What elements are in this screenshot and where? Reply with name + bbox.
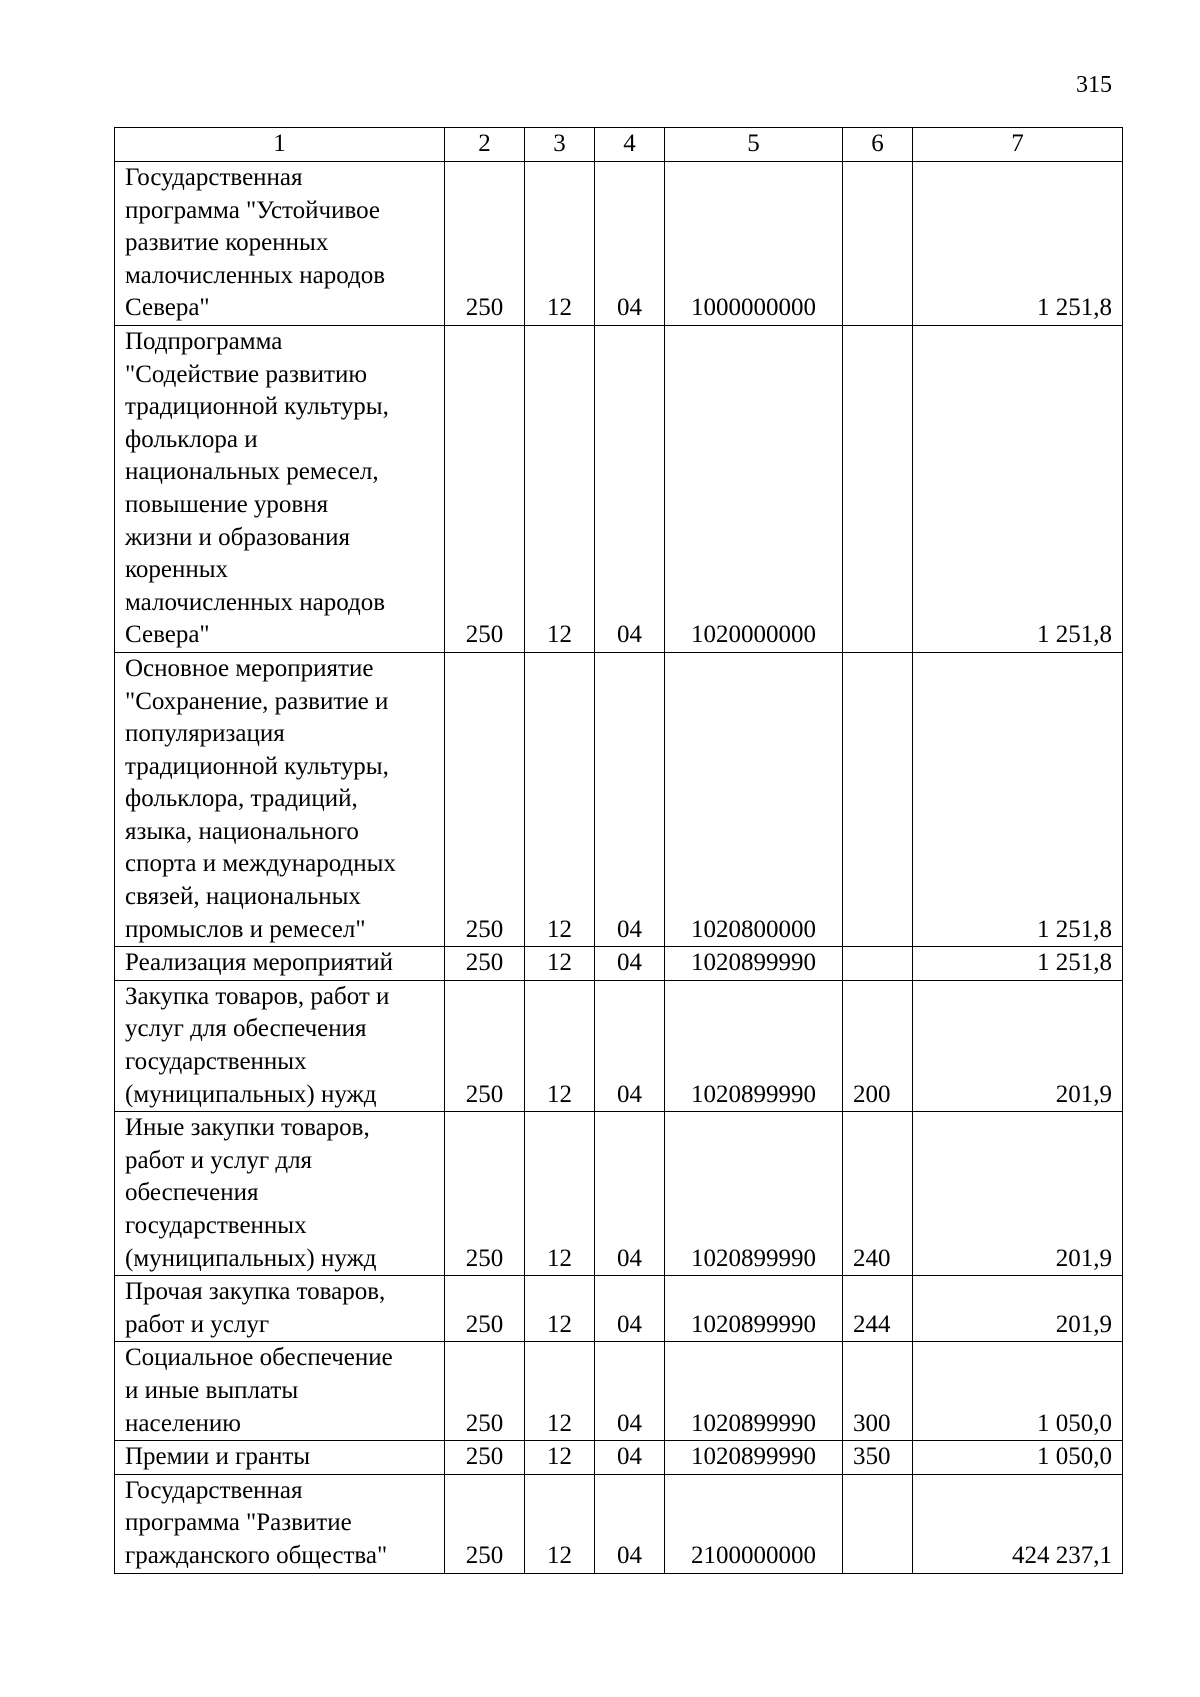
cell-target-article: 1020800000 (665, 652, 843, 946)
cell-amount: 1 050,0 (913, 1441, 1123, 1475)
row-name-line: гражданского общества" (125, 1541, 388, 1569)
row-name-line: традиционной культуры, (125, 752, 389, 780)
cell-admin-code: 250 (445, 1441, 525, 1475)
cell-expense-type: 200 (843, 980, 913, 1111)
row-name-line: языка, национального (125, 817, 359, 845)
row-name-line: фольклора и (125, 425, 258, 453)
cell-expense-type: 240 (843, 1112, 913, 1276)
cell-subsection: 04 (595, 1342, 665, 1441)
cell-subsection: 04 (595, 162, 665, 326)
cell-section: 12 (525, 1342, 595, 1441)
cell-admin-code: 250 (445, 1276, 525, 1342)
row-name-line: повышение уровня (125, 490, 329, 518)
column-header-4: 4 (595, 128, 665, 162)
row-name-line: государственных (125, 1212, 307, 1239)
column-header-5: 5 (665, 128, 843, 162)
row-name-line: работ и услуг для (125, 1146, 313, 1174)
cell-subsection: 04 (595, 1474, 665, 1573)
column-header-3: 3 (525, 128, 595, 162)
cell-subsection: 04 (595, 1441, 665, 1475)
table-row (115, 1276, 1123, 1342)
cell-target-article: 1020899990 (665, 1342, 843, 1441)
table-row (115, 652, 1123, 946)
cell-admin-code: 250 (445, 1112, 525, 1276)
row-name-line: Социальное обеспечение (125, 1344, 393, 1372)
cell-admin-code: 250 (445, 1474, 525, 1573)
column-header-6: 6 (843, 128, 913, 162)
cell-target-article: 1020899990 (665, 980, 843, 1111)
row-name-line: промыслов и ремесел" (125, 915, 366, 943)
cell-target-article: 1020899990 (665, 1112, 843, 1276)
row-name-line: коренных (125, 556, 229, 584)
row-name-line: программа "Устойчивое (125, 196, 381, 224)
cell-section: 12 (525, 980, 595, 1111)
cell-expense-type (843, 325, 913, 652)
cell-amount: 1 251,8 (913, 325, 1123, 652)
row-name-line: развитие коренных (125, 229, 329, 257)
cell-section: 12 (525, 947, 595, 981)
cell-subsection: 04 (595, 325, 665, 652)
row-name (115, 162, 445, 326)
cell-target-article: 1020899990 (665, 947, 843, 981)
table-row (115, 162, 1123, 326)
cell-expense-type (843, 947, 913, 981)
cell-amount: 201,9 (913, 1112, 1123, 1276)
row-name (115, 1342, 445, 1441)
cell-subsection: 04 (595, 652, 665, 946)
cell-admin-code: 250 (445, 652, 525, 946)
cell-section: 12 (525, 162, 595, 326)
row-name-line: государственных (125, 1048, 307, 1076)
row-name-line: обеспечения (125, 1179, 259, 1207)
table-row (115, 1441, 1123, 1475)
cell-section: 12 (525, 325, 595, 652)
cell-amount: 1 251,8 (913, 652, 1123, 946)
row-name (115, 325, 445, 652)
cell-section: 12 (525, 1474, 595, 1573)
row-name-line: традиционной культуры, (125, 393, 389, 421)
row-name-line: "Сохранение, развитие и (125, 687, 389, 715)
row-name (115, 947, 445, 981)
column-header-7: 7 (913, 128, 1123, 162)
row-name-line: жизни и образования (125, 523, 351, 551)
row-name-line: малочисленных народов (125, 588, 385, 616)
column-header-2: 2 (445, 128, 525, 162)
row-name-line: популяризация (125, 720, 285, 748)
row-name (115, 652, 445, 946)
row-name (115, 1474, 445, 1573)
cell-admin-code: 250 (445, 325, 525, 652)
row-name-line: и иные выплаты (125, 1376, 299, 1404)
cell-amount: 201,9 (913, 1276, 1123, 1342)
row-name-line: Государственная (125, 164, 303, 191)
row-name-line: программа "Развитие (125, 1509, 352, 1537)
row-name-line: работ и услуг (125, 1310, 270, 1338)
row-name-line: населению (125, 1409, 241, 1437)
cell-target-article: 1000000000 (665, 162, 843, 326)
cell-target-article: 1020000000 (665, 325, 843, 652)
cell-section: 12 (525, 1112, 595, 1276)
cell-subsection: 04 (595, 947, 665, 981)
cell-expense-type: 300 (843, 1342, 913, 1441)
cell-amount: 1 251,8 (913, 162, 1123, 326)
row-name-line: национальных ремесел, (125, 458, 379, 486)
cell-amount: 424 237,1 (913, 1474, 1123, 1573)
row-name-line: услуг для обеспечения (125, 1015, 367, 1043)
cell-amount: 1 251,8 (913, 947, 1123, 981)
row-name-line: спорта и международных (125, 850, 396, 878)
cell-target-article: 1020899990 (665, 1276, 843, 1342)
cell-subsection: 04 (595, 1276, 665, 1342)
cell-section: 12 (525, 1276, 595, 1342)
cell-expense-type (843, 652, 913, 946)
cell-amount: 1 050,0 (913, 1342, 1123, 1441)
cell-admin-code: 250 (445, 162, 525, 326)
table-row (115, 1342, 1123, 1441)
row-name-line: Закупка товаров, работ и (125, 982, 390, 1010)
cell-target-article: 1020899990 (665, 1441, 843, 1475)
budget-table (114, 127, 1123, 1574)
row-name-line: Подпрограмма (125, 327, 283, 355)
row-name (115, 1441, 445, 1475)
row-name-line: Прочая закупка товаров, (125, 1278, 386, 1306)
row-name-line: Севера" (125, 294, 210, 322)
cell-subsection: 04 (595, 980, 665, 1111)
cell-amount: 201,9 (913, 980, 1123, 1111)
cell-section: 12 (525, 652, 595, 946)
page-number: 315 (1076, 72, 1112, 98)
row-name-line: (муниципальных) нужд (125, 1244, 377, 1272)
cell-target-article: 2100000000 (665, 1474, 843, 1573)
row-name-line: Государственная (125, 1476, 303, 1504)
header-row (115, 128, 1123, 162)
row-name-line: фольклора, традиций, (125, 785, 358, 813)
cell-admin-code: 250 (445, 947, 525, 981)
table-row (115, 325, 1123, 652)
row-name-line: "Содействие развитию (125, 360, 368, 388)
row-name-line: Иные закупки товаров, (125, 1114, 370, 1142)
table-row (115, 1474, 1123, 1573)
row-name-line: связей, национальных (125, 883, 361, 911)
column-header-1: 1 (115, 128, 445, 162)
row-name (115, 980, 445, 1111)
table-row (115, 1112, 1123, 1276)
table-body (115, 162, 1123, 1574)
row-name (115, 1276, 445, 1342)
cell-expense-type: 350 (843, 1441, 913, 1475)
cell-expense-type (843, 1474, 913, 1573)
cell-subsection: 04 (595, 1112, 665, 1276)
row-name-line: (муниципальных) нужд (125, 1080, 377, 1108)
row-name-line: малочисленных народов (125, 261, 385, 289)
row-name-line: Премии и гранты (125, 1443, 311, 1471)
row-name (115, 1112, 445, 1276)
cell-section: 12 (525, 1441, 595, 1475)
row-name-line: Основное мероприятие (125, 654, 374, 682)
cell-admin-code: 250 (445, 980, 525, 1111)
row-name-line: Реализация мероприятий (125, 949, 393, 977)
table-row (115, 947, 1123, 981)
table-row (115, 980, 1123, 1111)
cell-expense-type (843, 162, 913, 326)
row-name-line: Севера" (125, 621, 210, 649)
cell-expense-type: 244 (843, 1276, 913, 1342)
cell-admin-code: 250 (445, 1342, 525, 1441)
